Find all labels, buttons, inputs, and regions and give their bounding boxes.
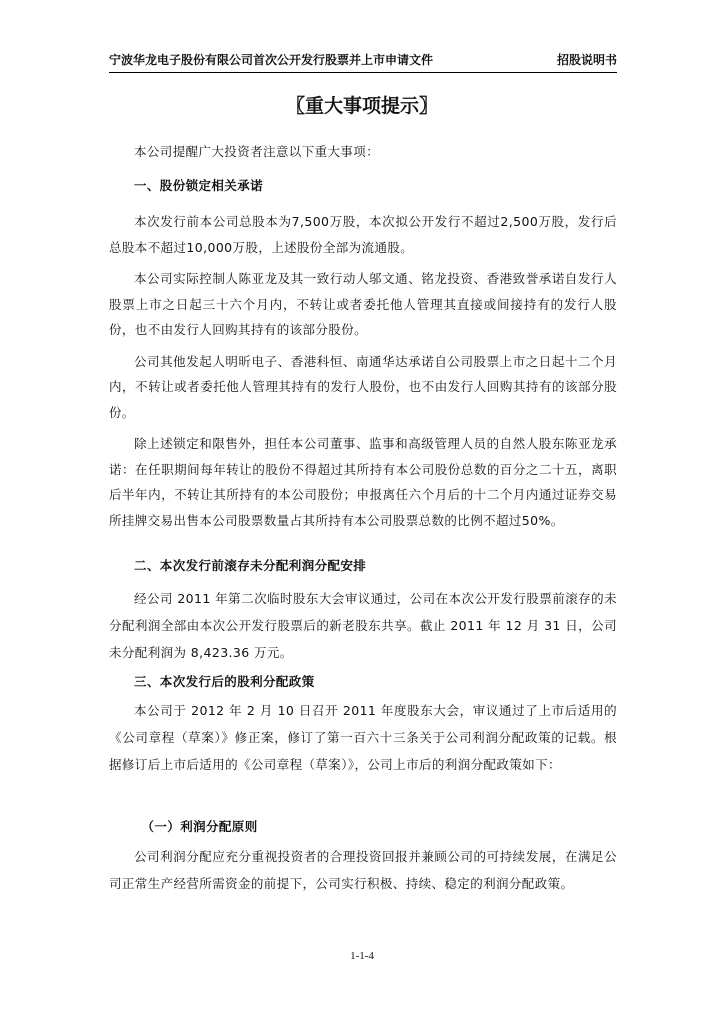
page-title: 〖重大事项提示〗 <box>285 95 438 117</box>
page-header <box>109 50 617 73</box>
header-document-title: 宁波华龙电子股份有限公司首次公开发行股票并上市申请文件 <box>109 53 434 67</box>
section1-paragraph-3: 公司其他发起人明昕电子、香港科恒、南通华达承诺自公司股票上市之日起十二个月内，不转让或者委托他人管理其持有的发行人股份，也不由发行人回购其持有的该部分股份。 <box>109 353 617 420</box>
section2-heading: 二、本次发行前滚存未分配利润分配安排 <box>134 558 367 573</box>
page-number: 1-1-4 <box>350 950 374 962</box>
intro-block <box>109 142 617 162</box>
section3-body <box>109 697 617 778</box>
intro-paragraph: 本公司提醒广大投资者注意以下重大事项： <box>134 144 380 159</box>
section3-heading: 三、本次发行后的股利分配政策 <box>134 674 315 689</box>
section1-paragraph-4: 除上述锁定和限售外，担任本公司董事、监事和高级管理人员的自然人股东陈亚龙承诺：在任职期间每年转让的股份不得超过其所持有本公司股份总数的百分之二十五，离职后半年内，不转让其所持有的本公司股份；申报离任六个月后的十二个月内通过证券交易所挂牌交易出售本公司股票数量占其所持有本公司股票总数的比例不超过50%。 <box>109 436 617 528</box>
section2-body <box>109 585 617 666</box>
section1-heading-block <box>109 176 617 196</box>
section1-body <box>109 209 617 533</box>
section3-body-2 <box>109 843 617 897</box>
section3-subheading-block <box>109 817 617 837</box>
section2-paragraph-1: 经公司 2011 年第二次临时股东大会审议通过，公司在本次公开发行股票前滚存的未分配利润全部由本次公开发行股票后的新老股东共享。截止 2011 年 12 月 31 日，公司未分配利润为 8,423.36 万元。 <box>109 591 617 660</box>
section3-paragraph-1: 本公司于 2012 年 2 月 10 日召开 2011 年度股东大会，审议通过了上市后适用的《公司章程（草案）》修正案，修订了第一百六十三条关于公司利润分配政策的记载。根据修订后上市后适用的《公司章程（草案）》，公司上市后的利润分配政策如下： <box>109 703 617 772</box>
section3-subheading-1: （一）利润分配原则 <box>141 819 258 834</box>
section1-paragraph-2: 本公司实际控制人陈亚龙及其一致行动人邬文通、铭龙投资、香港致誉承诺自发行人股票上市之日起三十六个月内，不转让或者委托他人管理其直接或间接持有的发行人股份，也不由发行人回购其持有的该部分股份。 <box>109 271 617 337</box>
section1-paragraph-1: 本次发行前本公司总股本为7,500万股，本次拟公开发行不超过2,500万股，发行后总股本不超过10,000万股，上述股份全部为流通股。 <box>109 214 617 255</box>
header-document-type: 招股说明书 <box>556 53 617 67</box>
section1-heading: 一、股份锁定相关承诺 <box>134 178 264 193</box>
section3-paragraph-2: 公司利润分配应充分重视投资者的合理投资回报并兼顾公司的可持续发展，在满足公司正常生产经营所需资金的前提下，公司实行积极、持续、稳定的利润分配政策。 <box>109 849 617 891</box>
section2-heading-block <box>109 556 617 576</box>
section3-heading-block <box>109 672 617 692</box>
